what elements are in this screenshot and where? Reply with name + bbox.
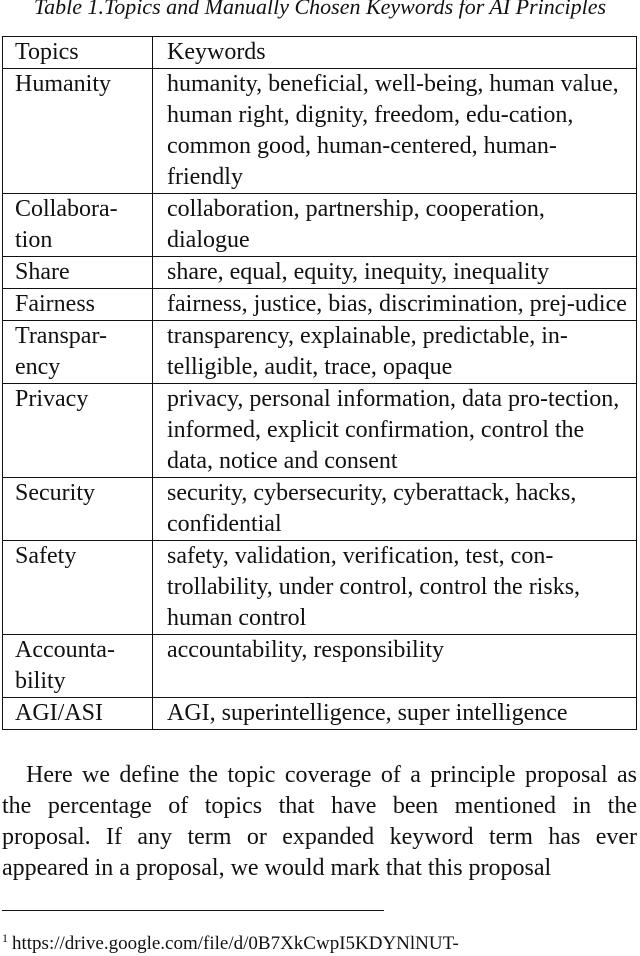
topic-cell: Accounta-bility bbox=[3, 635, 153, 698]
table-row bbox=[3, 698, 637, 730]
topic-cell: Privacy bbox=[3, 384, 153, 478]
topic-cell: Collabora-tion bbox=[3, 194, 153, 257]
table-caption: Table 1.Topics and Manually Chosen Keywords for AI Principles bbox=[33, 0, 607, 19]
column-header-keywords: Keywords bbox=[153, 37, 637, 69]
keywords-cell: share, equal, equity, inequity, inequality bbox=[153, 257, 637, 289]
keywords-cell: transparency, explainable, predictable, in-telligible, audit, trace, opaque bbox=[153, 321, 637, 384]
footnote-mark: 1 bbox=[2, 931, 8, 945]
keywords-cell: AGI, superintelligence, super intelligence bbox=[153, 698, 637, 730]
table-row bbox=[3, 289, 637, 321]
topic-cell: Share bbox=[3, 257, 153, 289]
keywords-cell: security, cybersecurity, cyberattack, hacks, confidential bbox=[153, 478, 637, 541]
table-row bbox=[3, 384, 637, 478]
topic-cell: Security bbox=[3, 478, 153, 541]
topic-cell: AGI/ASI bbox=[3, 698, 153, 730]
keywords-cell: humanity, beneficial, well-being, human value, human right, dignity, freedom, edu-cation, common good, human-centered, human-friendly bbox=[153, 69, 637, 194]
table-row bbox=[3, 541, 637, 635]
footnote-link[interactable]: https://drive.google.com/file/d/0B7XkCwpI5KDYNlNUT- bbox=[12, 933, 459, 954]
topic-cell: Transpar-ency bbox=[3, 321, 153, 384]
topic-cell: Humanity bbox=[3, 69, 153, 194]
keywords-cell: collaboration, partnership, cooperation, dialogue bbox=[153, 194, 637, 257]
table-row bbox=[3, 257, 637, 289]
keywords-cell: fairness, justice, bias, discrimination, prej-udice bbox=[153, 289, 637, 321]
footnote bbox=[2, 926, 459, 956]
table-row bbox=[3, 478, 637, 541]
table-row bbox=[3, 194, 637, 257]
keywords-cell: safety, validation, verification, test, con-trollability, under control, control the risks, human control bbox=[153, 541, 637, 635]
table-row bbox=[3, 321, 637, 384]
keywords-cell: privacy, personal information, data pro-tection, informed, explicit confirmation, control the data, notice and consent bbox=[153, 384, 637, 478]
body-paragraph: Here we define the topic coverage of a principle proposal as the percentage of topics that have been mentioned in the proposal. If any term or expanded keyword term has ever appeared in a proposal, we would mark that this proposal bbox=[2, 762, 637, 881]
column-header-topics: Topics bbox=[3, 37, 153, 69]
table-row bbox=[3, 635, 637, 698]
topic-cell: Fairness bbox=[3, 289, 153, 321]
table-row bbox=[3, 69, 637, 194]
table-header-row bbox=[3, 37, 637, 69]
footnote-rule bbox=[2, 910, 384, 911]
keywords-table bbox=[2, 36, 637, 730]
keywords-cell: accountability, responsibility bbox=[153, 635, 637, 698]
topic-cell: Safety bbox=[3, 541, 153, 635]
